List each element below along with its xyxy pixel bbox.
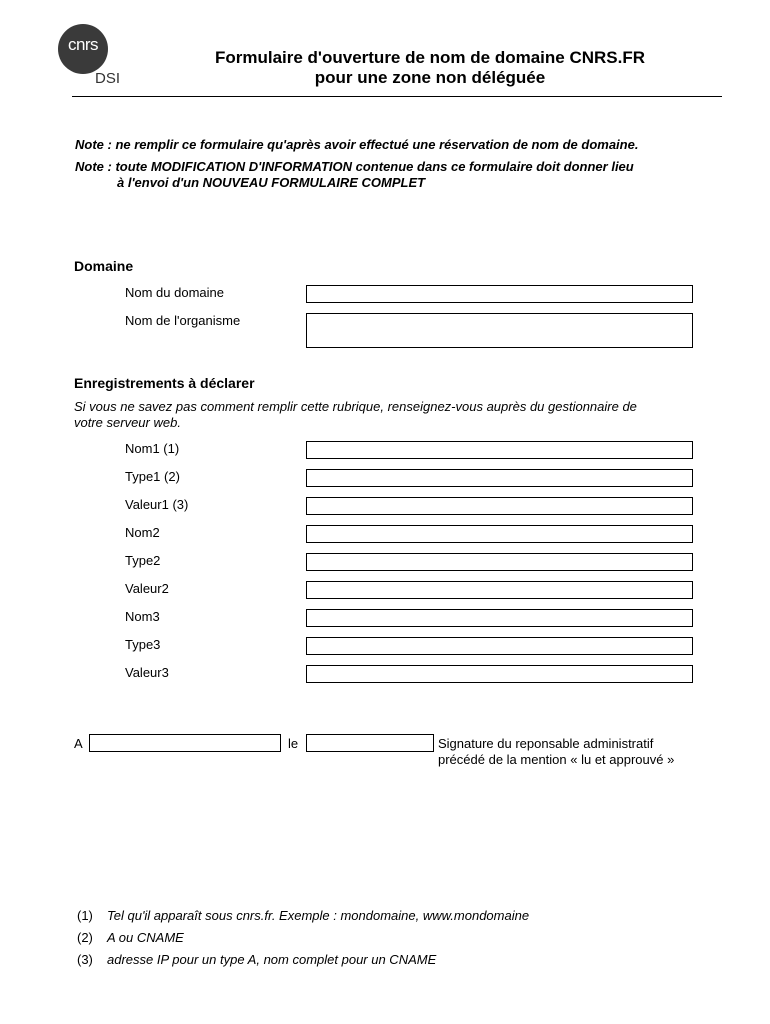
input-type2[interactable] <box>306 553 693 571</box>
footnote-1-text: Tel qu'il apparaît sous cnrs.fr. Exemple : mondomaine, www.mondomaine <box>107 908 530 923</box>
enregistrements-intro-line1: Si vous ne savez pas comment remplir cette rubrique, renseignez-vous auprès du gestionnaire de <box>74 399 637 414</box>
signature-caption-line1: Signature du reponsable administratif <box>438 736 654 751</box>
input-nom2[interactable] <box>306 525 693 543</box>
note-modification-line2: à l'envoi d'un NOUVEAU FORMULAIRE COMPLET <box>117 175 426 190</box>
section-enregistrements-heading: Enregistrements à déclarer <box>74 375 255 391</box>
enregistrements-intro-line2: votre serveur web. <box>74 415 181 430</box>
note-reservation: Note : ne remplir ce formulaire qu'après avoir effectué une réservation de nom de domaine. <box>75 137 639 152</box>
form-title-line2: pour une zone non déléguée <box>314 68 546 87</box>
label-nom1: Nom1 (1) <box>125 441 180 456</box>
label-valeur1: Valeur1 (3) <box>125 497 189 512</box>
label-nom-organisme: Nom de l'organisme <box>125 313 241 328</box>
label-lieu: A <box>74 736 83 751</box>
footnote-3-number: (3) <box>77 952 93 967</box>
footnote-2-number: (2) <box>77 930 93 945</box>
input-valeur1[interactable] <box>306 497 693 515</box>
label-type2: Type2 <box>125 553 161 568</box>
input-nom3[interactable] <box>306 609 693 627</box>
input-nom-domaine[interactable] <box>306 285 693 303</box>
section-domaine-heading: Domaine <box>74 258 134 274</box>
cnrs-logo: cnrs <box>58 24 108 74</box>
label-nom3: Nom3 <box>125 609 160 624</box>
footnote-3 <box>77 952 677 968</box>
input-type3[interactable] <box>306 637 693 655</box>
label-valeur3: Valeur3 <box>125 665 169 680</box>
input-valeur2[interactable] <box>306 581 693 599</box>
input-nom1[interactable] <box>306 441 693 459</box>
label-valeur2: Valeur2 <box>125 581 169 596</box>
note-modification-line1: Note : toute MODIFICATION D'INFORMATION contenue dans ce formulaire doit donner lieu <box>75 159 634 174</box>
input-lieu[interactable] <box>89 734 281 752</box>
input-nom-organisme[interactable] <box>306 313 693 348</box>
header-divider <box>72 96 722 97</box>
input-date[interactable] <box>306 734 434 752</box>
dsi-logo-label: DSI <box>95 70 121 87</box>
footnote-2-text: A ou CNAME <box>107 930 184 945</box>
footnote-3-text: adresse IP pour un type A, nom complet pour un CNAME <box>107 952 437 967</box>
input-type1[interactable] <box>306 469 693 487</box>
label-date: le <box>288 736 299 751</box>
footnote-1-number: (1) <box>77 908 93 923</box>
footnote-1 <box>77 908 677 924</box>
input-valeur3[interactable] <box>306 665 693 683</box>
label-nom-domaine: Nom du domaine <box>125 285 224 300</box>
label-nom2: Nom2 <box>125 525 160 540</box>
form-title-line1: Formulaire d'ouverture de nom de domaine CNRS.FR <box>214 48 646 67</box>
label-type1: Type1 (2) <box>125 469 180 484</box>
signature-caption-line2: précédé de la mention « lu et approuvé » <box>438 752 675 767</box>
footnote-2 <box>77 930 677 946</box>
label-type3: Type3 <box>125 637 161 652</box>
